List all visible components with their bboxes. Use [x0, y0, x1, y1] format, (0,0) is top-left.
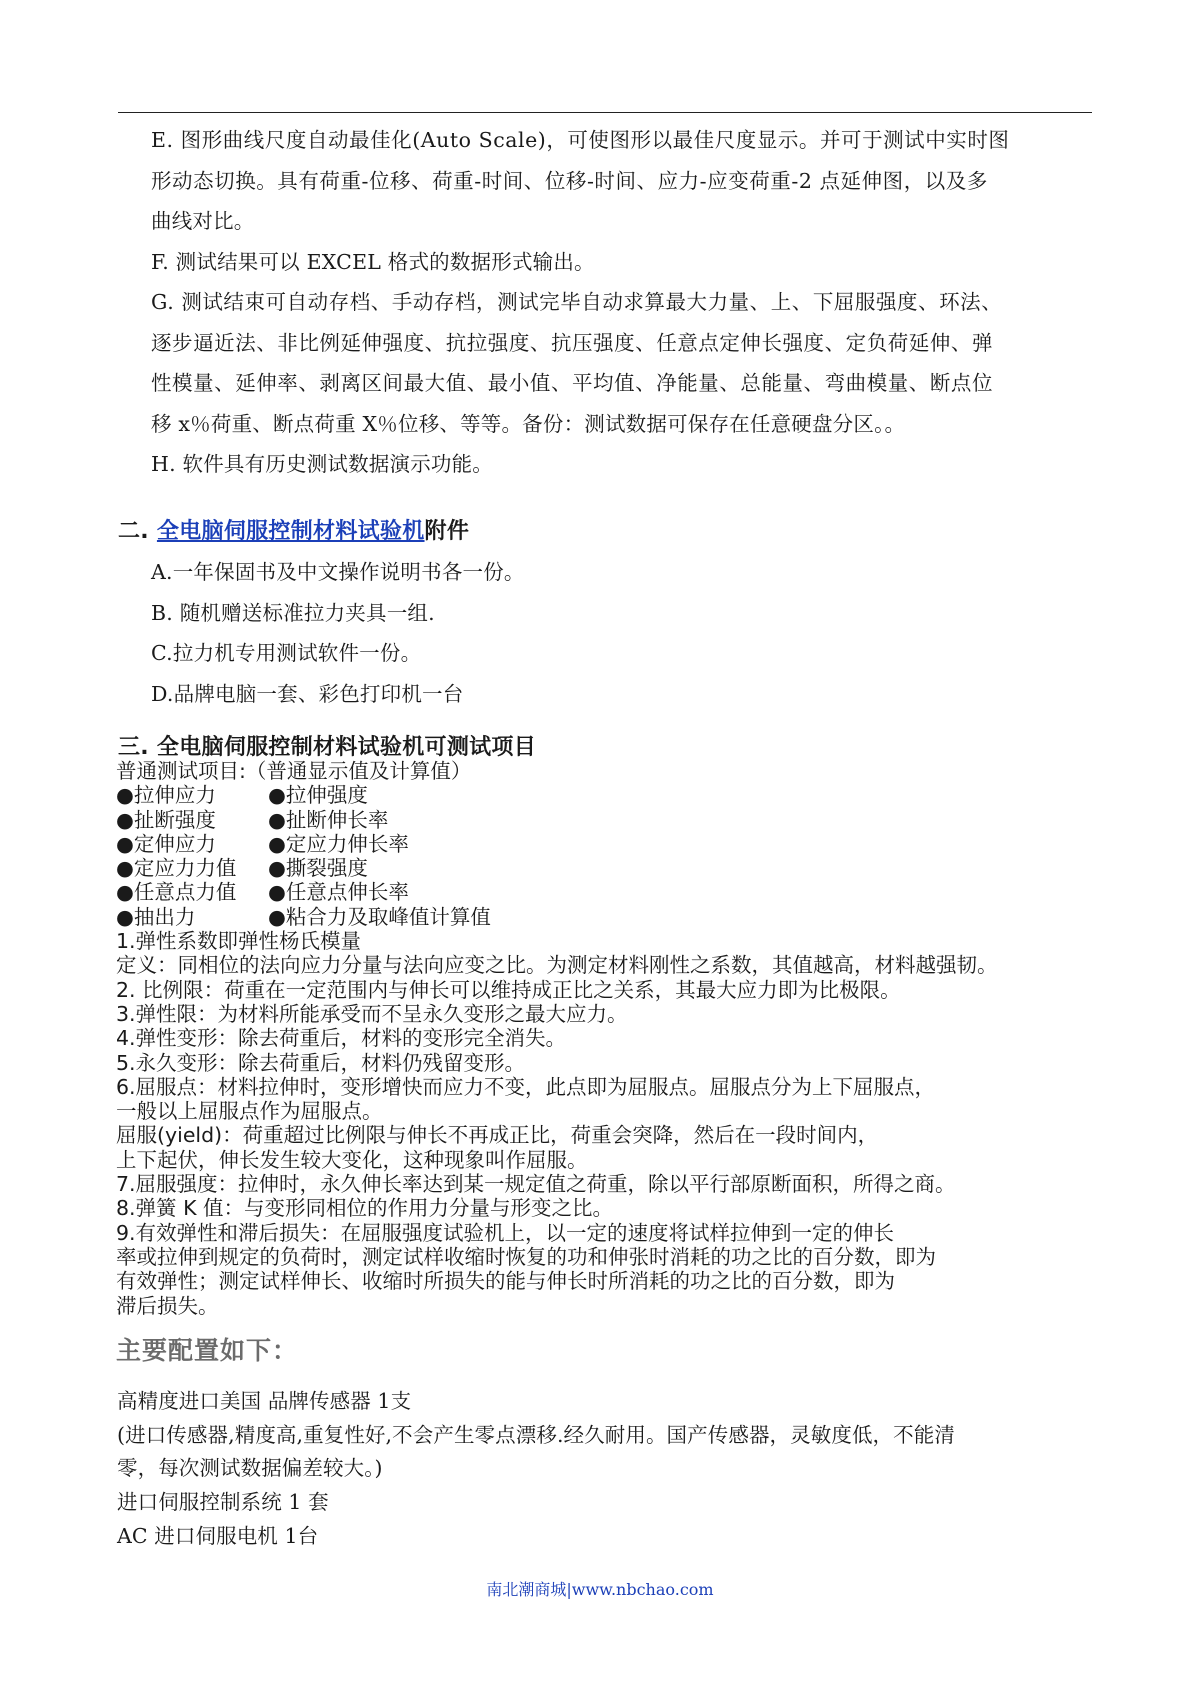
header-rule: [118, 112, 1092, 113]
definition-line: 1.弹性系数即弹性杨氏模量: [116, 929, 362, 954]
para-e-line: 形动态切换。具有荷重-位移、荷重-时间、位移-时间、应力-应变荷重-2 点延伸图，以及多: [151, 168, 988, 193]
test-item: ●拉伸应力: [116, 783, 216, 808]
test-item: ●任意点伸长率: [268, 880, 409, 905]
test-items-section: [116, 759, 1116, 1318]
test-item: ●扯断强度: [116, 807, 216, 832]
definition-line: 4.弹性变形：除去荷重后，材料的变形完全消失。: [116, 1026, 567, 1051]
para-g-line: 性模量、延伸率、剥离区间最大值、最小值、平均值、净能量、总能量、弯曲模量、断点位: [151, 371, 993, 395]
heading-suffix: 附件: [424, 519, 470, 544]
test-item: ●定伸应力: [116, 831, 216, 856]
config-section: [117, 1385, 1107, 1554]
section-accessories-heading: [118, 518, 469, 546]
section-software-features: [151, 120, 1101, 485]
config-heading: 主要配置如下：: [116, 1336, 299, 1365]
definition-line: 7.屈服强度：拉伸时，永久伸长率达到某一规定值之荷重，除以平行部原断面积，所得之商。: [116, 1172, 956, 1197]
definition-line: 2. 比例限：荷重在一定范围内与伸长可以维持成正比之关系，其最大应力即为比极限。: [116, 977, 901, 1002]
test-items-intro: 普通测试项目:（普通显示值及计算值）: [116, 759, 472, 783]
config-line: AC 进口伺服电机 1台: [117, 1523, 319, 1548]
footer-link[interactable]: 南北潮商城|www.nbchao.com: [486, 1580, 714, 1599]
para-h: H. 软件具有历史测试数据演示功能。: [151, 452, 494, 476]
definition-line: 率或拉伸到规定的负荷时，测定试样收缩时恢复的功和伸张时消耗的功之比的百分数，即为: [116, 1244, 936, 1269]
para-f: F. 测试结果可以 EXCEL 格式的数据形式输出。: [151, 249, 595, 274]
section-test-items-heading: 三. 全电脑伺服控制材料试验机可测试项目: [118, 735, 537, 760]
definition-line: 屈服(yield)：荷重超过比例限与伸长不再成正比，荷重会突降，然后在一段时间内，: [116, 1123, 879, 1148]
test-item: ●定应力力值: [116, 856, 237, 881]
test-item: ●任意点力值: [116, 880, 237, 905]
definition-line: 上下起伏，伸长发生较大变化，这种现象叫作屈服。: [116, 1147, 588, 1172]
para-e-line: E. 图形曲线尺度自动最佳化(Auto Scale)，可使图形以最佳尺度显示。并可于测试中实时图: [151, 128, 1010, 152]
test-item: ●抽出力: [116, 904, 196, 929]
para-e-line: 曲线对比。: [151, 209, 255, 233]
test-item: ●撕裂强度: [268, 856, 368, 881]
definition-line: 有效弹性；测定试样伸长、收缩时所损失的能与伸长时所消耗的功之比的百分数，即为: [116, 1269, 895, 1294]
list-item: A.一年保固书及中文操作说明书各一份。: [151, 560, 525, 584]
test-item: ●扯断伸长率: [268, 807, 389, 832]
test-items-grid: [116, 783, 1116, 929]
para-g-line: 移 x％荷重、断点荷重 X％位移、等等。备份：测试数据可保存在任意硬盘分区。。: [151, 411, 906, 436]
definition-line: 3.弹性限：为材料所能承受而不呈永久变形之最大应力。: [116, 1001, 628, 1026]
para-g-line: G. 测试结束可自动存档、手动存档，测试完毕自动求算最大力量、上、下屈服强度、环法、: [151, 290, 1003, 314]
list-item: D.品牌电脑一套、彩色打印机一台: [151, 681, 464, 706]
config-line: 进口伺服控制系统 1 套: [117, 1490, 329, 1515]
definition-line: 9.有效弹性和滞后损失：在屈服强度试验机上，以一定的速度将试样拉伸到一定的伸长: [116, 1220, 895, 1245]
heading-prefix: 二.: [118, 519, 157, 544]
definition-line: 滞后损失。: [116, 1293, 219, 1318]
list-item: C.拉力机专用测试软件一份。: [151, 641, 422, 665]
definition-line: 定义：同相位的法向应力分量与法向应变之比。为测定材料刚性之系数，其值越高，材料越强韧。: [116, 953, 998, 978]
definition-line: 8.弹簧 K 值：与变形同相位的作用力分量与形变之比。: [116, 1196, 614, 1221]
definition-line: 6.屈服点：材料拉伸时，变形增快而应力不变，此点即为屈服点。屈服点分为上下屈服点，: [116, 1074, 936, 1099]
test-item: ●定应力伸长率: [268, 831, 409, 856]
list-item: B. 随机赠送标准拉力夹具一组.: [151, 600, 435, 625]
accessories-list: [151, 552, 525, 714]
product-link[interactable]: 全电脑伺服控制材料试验机: [156, 519, 425, 544]
definition-line: 5.永久变形：除去荷重后，材料仍残留变形。: [116, 1050, 526, 1075]
config-line: 高精度进口美国 品牌传感器 1支: [117, 1389, 412, 1413]
definition-line: 一般以上屈服点作为屈服点。: [116, 1099, 383, 1124]
test-item: ●拉伸强度: [268, 783, 368, 808]
config-line: (进口传感器,精度高,重复性好,不会产生零点漂移.经久耐用。国产传感器，灵敏度低，不能清: [117, 1422, 955, 1447]
test-item: ●粘合力及取峰值计算值: [268, 904, 491, 929]
config-line: 零，每次测试数据偏差较大。): [117, 1456, 383, 1481]
para-g-line: 逐步逼近法、非比例延伸强度、抗拉强度、抗压强度、任意点定伸长强度、定负荷延伸、弹: [151, 330, 993, 355]
